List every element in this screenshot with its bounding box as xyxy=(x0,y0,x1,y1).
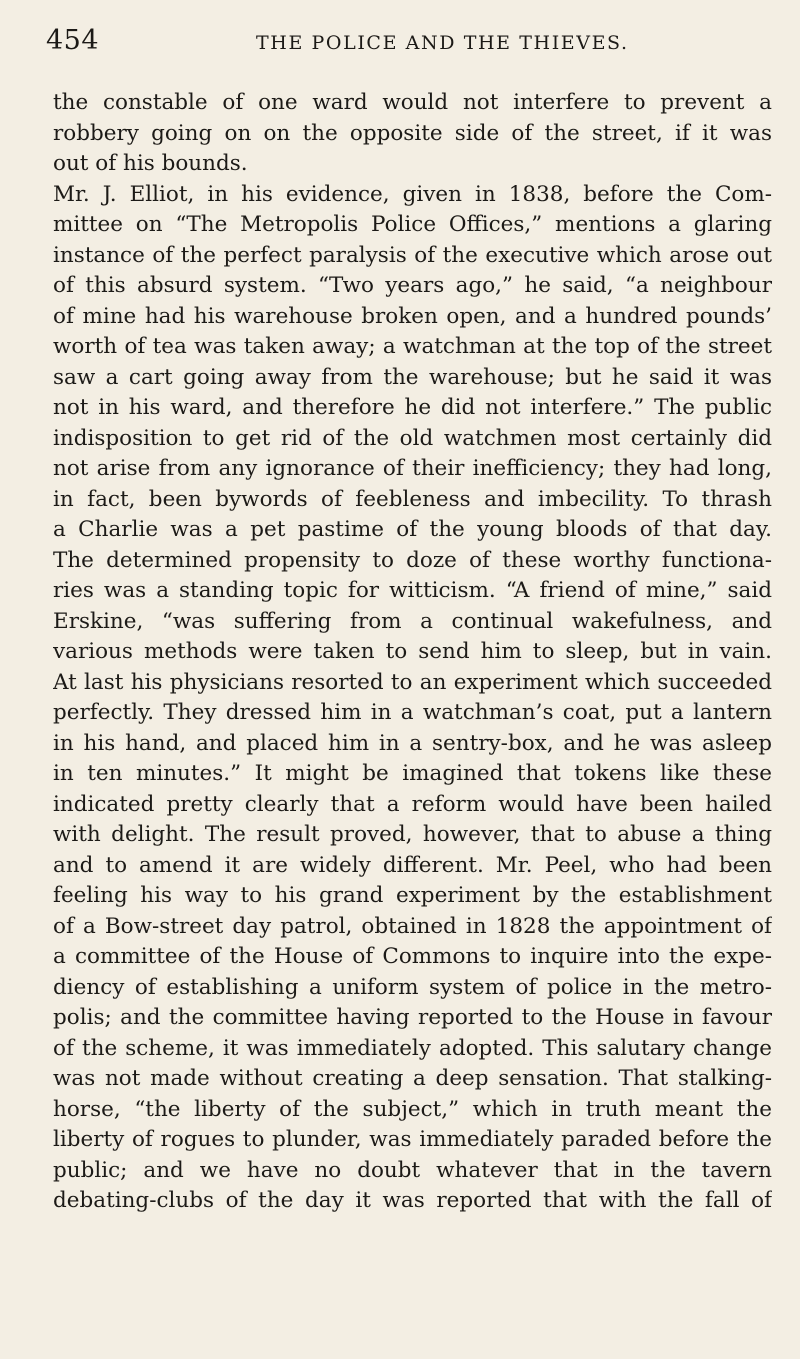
text-line: not in his ward, and therefore he did not interfere.” The public xyxy=(53,395,772,420)
text-line: various methods were taken to send him to sleep, but in vain. xyxy=(53,639,772,664)
text-line: the constable of one ward would not interfere to prevent a xyxy=(53,90,772,115)
text-line: a Charlie was a pet pastime of the young bloods of that day. xyxy=(53,517,772,542)
text-line: was not made without creating a deep sensation. That stalking- xyxy=(53,1066,772,1091)
text-line: instance of the perfect paralysis of the executive which arose out xyxy=(53,242,772,268)
text-line: not arise from any ignorance of their inefficiency; they had long, xyxy=(53,456,772,481)
page-header xyxy=(46,26,771,58)
text-line: mittee on “The Metropolis Police Offices,” mentions a glaring xyxy=(53,212,772,237)
text-line: liberty of rogues to plunder, was immediately paraded before the xyxy=(53,1127,772,1152)
text-line: Erskine, “was suffering from a continual wakefulness, and xyxy=(53,608,772,634)
text-line: robbery going on on the opposite side of the street, if it was xyxy=(53,120,772,146)
text-line: public; and we have no doubt whatever that in the tavern xyxy=(53,1157,772,1183)
text-line: of a Bow-street day patrol, obtained in 1828 the appointment of xyxy=(53,913,772,939)
text-line: Mr. J. Elliot, in his evidence, given in 1838, before the Com- xyxy=(53,181,772,207)
text-line: in his hand, and placed him in a sentry-box, and he was asleep xyxy=(53,730,772,756)
text-line: saw a cart going away from the warehouse; but he said it was xyxy=(53,364,772,390)
body-text xyxy=(53,88,772,1217)
text-line: indisposition to get rid of the old watchmen most certainly did xyxy=(53,425,772,451)
text-line: polis; and the committee having reported to the House in favour xyxy=(53,1005,772,1030)
text-line: a committee of the House of Commons to inquire into the expe- xyxy=(53,944,772,969)
text-line: indicated pretty clearly that a reform would have been hailed xyxy=(53,791,772,817)
text-line: and to amend it are widely different. Mr. Peel, who had been xyxy=(53,852,772,878)
text-line: debating-clubs of the day it was reported that with the fall of xyxy=(53,1188,772,1213)
text-line: of the scheme, it was immediately adopted. This salutary change xyxy=(53,1035,772,1061)
text-line: out of his bounds. xyxy=(53,151,248,176)
text-line: in fact, been bywords of feebleness and imbecility. To thrash xyxy=(53,486,772,512)
text-line: The determined propensity to doze of these worthy functiona- xyxy=(53,547,772,573)
text-line: At last his physicians resorted to an experiment which succeeded xyxy=(53,669,772,695)
text-line: horse, “the liberty of the subject,” which in truth meant the xyxy=(53,1096,772,1122)
page-number: 454 xyxy=(46,25,100,56)
text-line: ries was a standing topic for witticism. “A friend of mine,” said xyxy=(53,578,772,603)
text-line: diency of establishing a uniform system of police in the metro- xyxy=(53,974,772,1000)
text-line: worth of tea was taken away; a watchman at the top of the street xyxy=(53,334,772,359)
text-line: in ten minutes.” It might be imagined that tokens like these xyxy=(53,761,772,786)
text-line: of mine had his warehouse broken open, and a hundred pounds’ xyxy=(53,303,772,329)
running-title: THE POLICE AND THE THIEVES. xyxy=(256,32,629,54)
text-line: of this absurd system. “Two years ago,” he said, “a neighbour xyxy=(53,273,772,298)
text-line: perfectly. They dressed him in a watchman’s coat, put a lantern xyxy=(53,700,772,725)
text-line: with delight. The result proved, however, that to abuse a thing xyxy=(53,822,772,847)
text-line: feeling his way to his grand experiment by the establishment xyxy=(53,883,772,908)
